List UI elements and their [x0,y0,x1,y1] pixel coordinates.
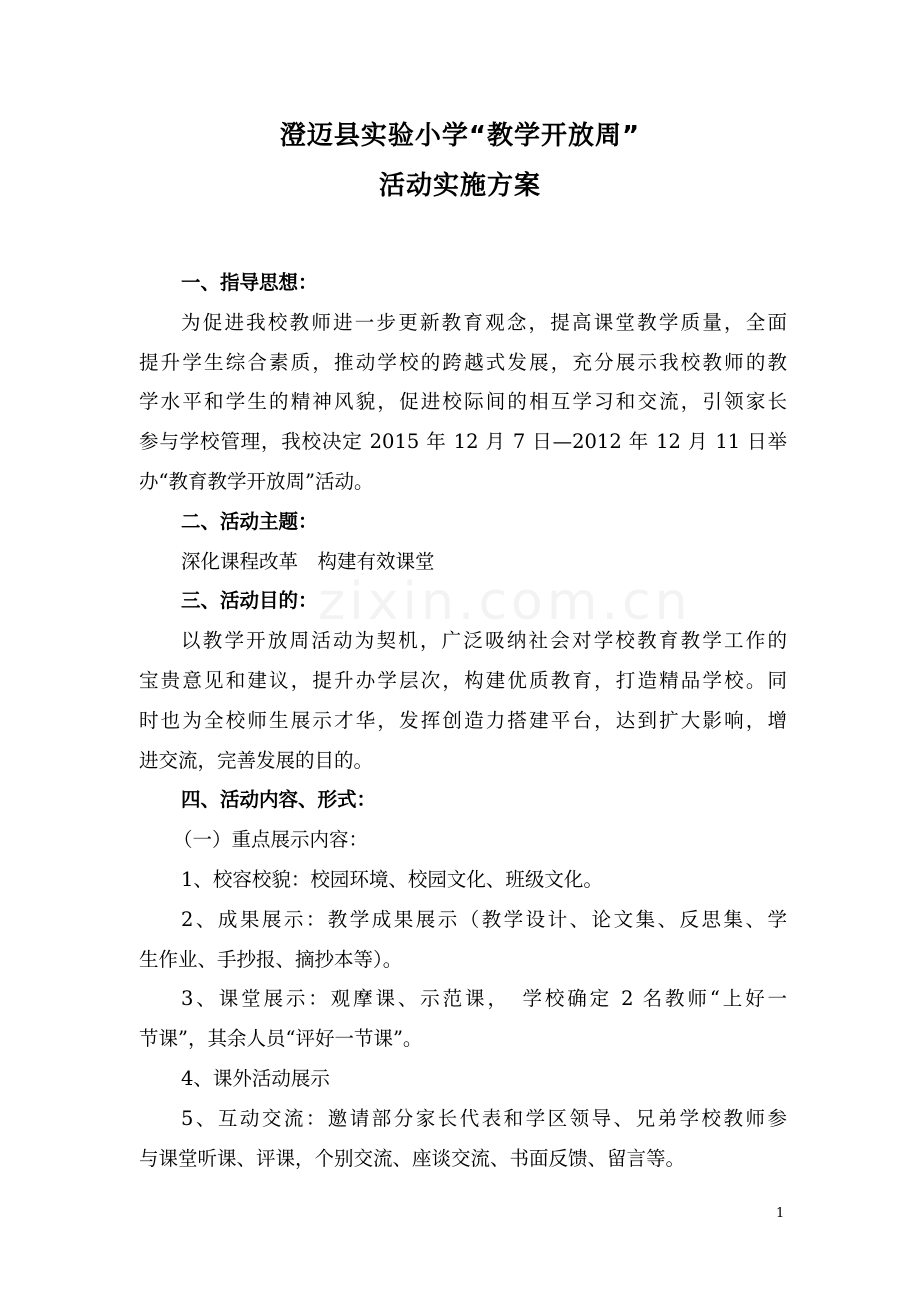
paragraph-line: 办“教育教学开放周”活动。 [139,469,374,493]
paragraph-line: 时也为全校师生展示才华，发挥创造力搭建平台，达到扩大影响，增 [139,708,787,732]
subsection-heading: （一）重点展示内容： [173,828,369,852]
paragraph-line: 参与学校管理，我校决定 2015 年 12 月 7 日—2012 年 12 月 11 日举 [139,430,787,454]
list-item-2-line1: 2、成果展示：教学成果展示（教学设计、论文集、反思集、学 [181,907,787,931]
list-item-3-line1: 3、课堂展示：观摩课、示范课， 学校确定 2 名教师“上好一 [181,987,787,1011]
document-title-line2: 活动实施方案 [378,171,541,201]
list-item-5-line2: 与课堂听课、评课，个别交流、座谈交流、书面反馈、留言等。 [139,1146,686,1170]
list-item-2-line2: 生作业、手抄报、摘抄本等）。 [139,947,403,971]
paragraph-line: 学水平和学生的精神风貌，促进校际间的相互学习和交流，引领家长 [139,390,787,414]
section-heading-guiding-thought: 一、指导思想： [181,271,318,294]
list-item-4: 4、课外活动展示 [181,1066,330,1090]
section-heading-theme: 二、活动主题： [181,509,318,533]
list-item-5-line1: 5、互动交流：邀请部分家长代表和学区领导、兄弟学校教师参 [181,1106,787,1130]
paragraph-line: 为促进我校教师进一步更新教育观念，提高课堂教学质量，全面 [181,310,787,334]
list-item-1: 1、校容校貌：校园环境、校园文化、班级文化。 [181,867,603,891]
section-heading-content-form: 四、活动内容、形式： [181,788,377,812]
document-title-line1: 澄迈县实验小学“教学开放周” [279,121,641,151]
paragraph-line: 进交流，完善发展的目的。 [139,748,374,772]
document-body [139,263,787,1178]
paragraph-line: 提升学生综合素质，推动学校的跨越式发展，充分展示我校教师的教 [139,350,787,374]
paragraph-line: 宝贵意见和建议，提升办学层次，构建优质教育，打造精品学校。同 [139,668,787,692]
watermark: zixin.com.cn [318,572,692,632]
theme-text: 深化课程改革 构建有效课堂 [181,549,435,573]
paragraph-line: 以教学开放周活动为契机，广泛吸纳社会对学校教育教学工作的 [181,629,787,653]
page-number: 1 [776,1206,785,1221]
section-heading-purpose: 三、活动目的： [181,589,318,613]
list-item-3-line2: 节课”，其余人员“评好一节课”。 [139,1027,423,1051]
